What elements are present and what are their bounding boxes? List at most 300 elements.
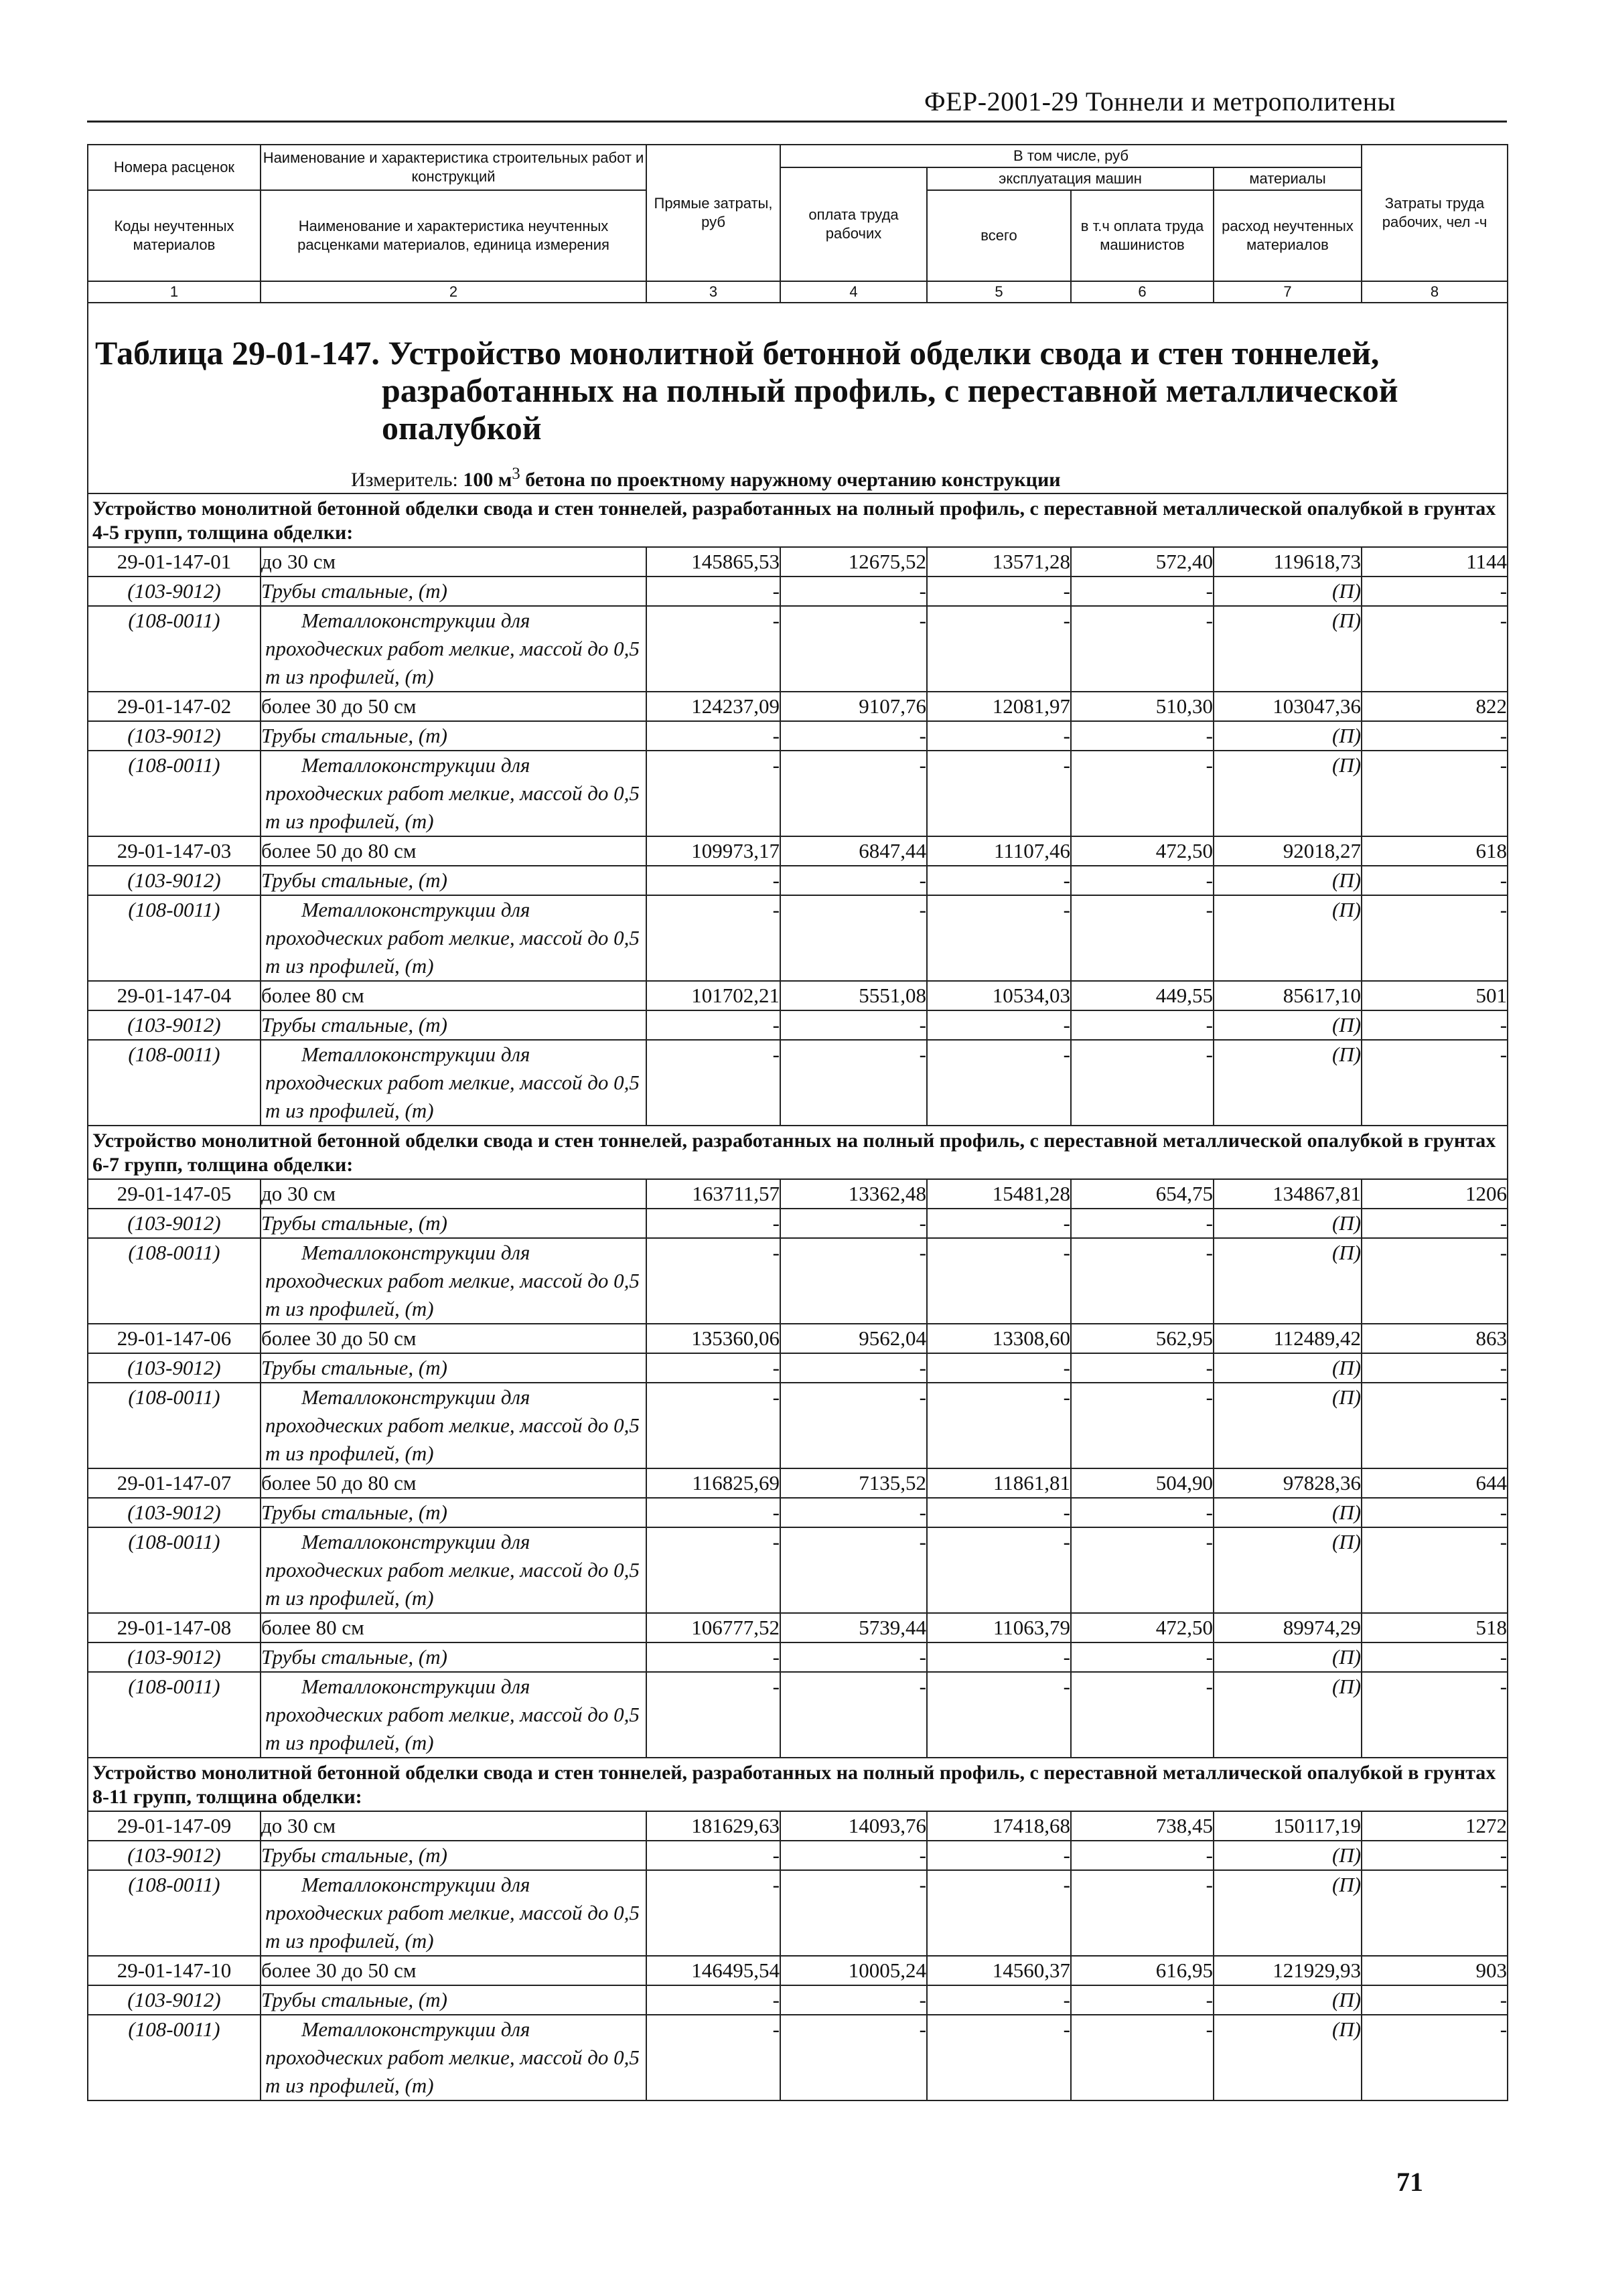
direct-costs: 101702,21 <box>646 981 780 1010</box>
labor-hours: - <box>1362 606 1508 692</box>
materials-mark: (П) <box>1214 1498 1362 1527</box>
machinists-pay: - <box>1071 1672 1214 1758</box>
labor-pay: - <box>780 751 927 836</box>
material-row <box>88 721 1508 751</box>
materials-mark: (П) <box>1214 1841 1362 1870</box>
machines-total: - <box>927 1353 1071 1383</box>
labor-hours: 903 <box>1362 1956 1508 1985</box>
section-header-row <box>88 493 1508 547</box>
col-machines-total-header: всего <box>927 190 1071 281</box>
machinists-pay: - <box>1071 751 1214 836</box>
col-material-codes-header: Коды неучтенных материалов <box>88 190 261 281</box>
materials-mark: (П) <box>1214 606 1362 692</box>
machinists-pay: - <box>1071 1209 1214 1238</box>
materials-cost: 134867,81 <box>1214 1179 1362 1209</box>
machinists-pay: - <box>1071 1353 1214 1383</box>
section-title-text: Устройство монолитной бетонной обделки свода и стен тоннелей, разработанных на полный профиль, с переставной металлической опалубкой в грунтах 8-11 групп, толщина обделки: <box>92 1762 1496 1808</box>
labor-hours: - <box>1362 751 1508 836</box>
labor-pay: 5739,44 <box>780 1613 927 1642</box>
material-row <box>88 606 1508 692</box>
machinists-pay: 572,40 <box>1071 547 1214 577</box>
labor-pay: - <box>780 721 927 751</box>
direct-costs: 109973,17 <box>646 836 780 866</box>
col-number-3: 3 <box>646 281 780 303</box>
work-name: более 50 до 80 см <box>261 836 646 866</box>
material-name: Металлоконструкции для проходческих работ мелкие, массой до 0,5 т из профилей, (т) <box>261 751 646 836</box>
material-row <box>88 1498 1508 1527</box>
material-row <box>88 1985 1508 2015</box>
material-code: (103-9012) <box>88 1642 261 1672</box>
labor-hours: 1144 <box>1362 547 1508 577</box>
machines-total: 14560,37 <box>927 1956 1071 1985</box>
labor-pay: 12675,52 <box>780 547 927 577</box>
material-code: (108-0011) <box>88 895 261 981</box>
col-materials-header: материалы <box>1214 167 1362 190</box>
materials-cost: 112489,42 <box>1214 1324 1362 1353</box>
col-work-name-header: Наименование и характеристика строительных работ и конструкций <box>261 145 646 190</box>
direct-costs: 124237,09 <box>646 692 780 721</box>
labor-hours: 518 <box>1362 1613 1508 1642</box>
machines-total: 13308,60 <box>927 1324 1071 1353</box>
machines-total: - <box>927 1841 1071 1870</box>
machinists-pay: - <box>1071 577 1214 606</box>
material-name: Трубы стальные, (т) <box>261 577 646 606</box>
labor-hours: 618 <box>1362 836 1508 866</box>
section-title <box>88 493 1508 547</box>
labor-pay: - <box>780 1040 927 1126</box>
machinists-pay: - <box>1071 1642 1214 1672</box>
direct-costs: - <box>646 1527 780 1613</box>
materials-mark: (П) <box>1214 866 1362 895</box>
material-code: (108-0011) <box>88 1870 261 1956</box>
machines-total: 11107,46 <box>927 836 1071 866</box>
table-title-line3: опалубкой <box>382 409 542 447</box>
rate-code: 29-01-147-08 <box>88 1613 261 1642</box>
direct-costs: 145865,53 <box>646 547 780 577</box>
materials-mark: (П) <box>1214 1040 1362 1126</box>
work-name: более 30 до 50 см <box>261 692 646 721</box>
work-name: более 80 см <box>261 981 646 1010</box>
labor-hours: - <box>1362 1498 1508 1527</box>
material-row <box>88 1672 1508 1758</box>
machinists-pay: - <box>1071 2015 1214 2100</box>
material-row <box>88 1642 1508 1672</box>
machinists-pay: 738,45 <box>1071 1811 1214 1841</box>
machines-total: - <box>927 1498 1071 1527</box>
direct-costs: - <box>646 1985 780 2015</box>
labor-hours: - <box>1362 577 1508 606</box>
material-row <box>88 1209 1508 1238</box>
material-code: (108-0011) <box>88 1527 261 1613</box>
machines-total: - <box>927 606 1071 692</box>
direct-costs: 106777,52 <box>646 1613 780 1642</box>
material-name: Металлоконструкции для проходческих работ мелкие, массой до 0,5 т из профилей, (т) <box>261 1383 646 1468</box>
machines-total: - <box>927 1527 1071 1613</box>
machinists-pay: - <box>1071 1040 1214 1126</box>
material-row <box>88 1353 1508 1383</box>
material-name: Трубы стальные, (т) <box>261 1010 646 1040</box>
labor-pay: 13362,48 <box>780 1179 927 1209</box>
labor-pay: - <box>780 606 927 692</box>
machinists-pay: 616,95 <box>1071 1956 1214 1985</box>
materials-mark: (П) <box>1214 1870 1362 1956</box>
col-machinists-pay-header: в т.ч оплата труда машинистов <box>1071 190 1214 281</box>
labor-pay: - <box>780 895 927 981</box>
col-number-5: 5 <box>927 281 1071 303</box>
direct-costs: - <box>646 2015 780 2100</box>
material-code: (103-9012) <box>88 577 261 606</box>
labor-pay: 7135,52 <box>780 1468 927 1498</box>
direct-costs: - <box>646 1353 780 1383</box>
col-rate-numbers-header: Номера расценок <box>88 145 261 190</box>
machines-total: - <box>927 1870 1071 1956</box>
labor-hours: - <box>1362 2015 1508 2100</box>
machinists-pay: - <box>1071 606 1214 692</box>
direct-costs: - <box>646 1672 780 1758</box>
material-row <box>88 895 1508 981</box>
labor-pay: - <box>780 1498 927 1527</box>
labor-pay: - <box>780 1642 927 1672</box>
machines-total: - <box>927 721 1071 751</box>
machines-total: - <box>927 2015 1071 2100</box>
materials-mark: (П) <box>1214 2015 1362 2100</box>
machinists-pay: - <box>1071 1010 1214 1040</box>
direct-costs: - <box>646 1010 780 1040</box>
machines-total: - <box>927 1209 1071 1238</box>
col-labor-pay-header: оплата труда рабочих <box>780 167 927 281</box>
machines-total: 11861,81 <box>927 1468 1071 1498</box>
material-name: Металлоконструкции для проходческих работ мелкие, массой до 0,5 т из профилей, (т) <box>261 1870 646 1956</box>
direct-costs: - <box>646 1642 780 1672</box>
materials-mark: (П) <box>1214 721 1362 751</box>
rate-code: 29-01-147-07 <box>88 1468 261 1498</box>
rates-table <box>87 144 1508 2101</box>
material-code: (103-9012) <box>88 1841 261 1870</box>
direct-costs: 181629,63 <box>646 1811 780 1841</box>
material-code: (103-9012) <box>88 1209 261 1238</box>
rate-code: 29-01-147-01 <box>88 547 261 577</box>
material-row <box>88 1010 1508 1040</box>
rate-code: 29-01-147-10 <box>88 1956 261 1985</box>
materials-mark: (П) <box>1214 1383 1362 1468</box>
materials-mark: (П) <box>1214 1209 1362 1238</box>
material-code: (103-9012) <box>88 1985 261 2015</box>
labor-hours: - <box>1362 1383 1508 1468</box>
machines-total: 12081,97 <box>927 692 1071 721</box>
labor-hours: 644 <box>1362 1468 1508 1498</box>
header-rule <box>87 121 1507 123</box>
material-row <box>88 866 1508 895</box>
material-row <box>88 751 1508 836</box>
col-material-name-header: Наименование и характеристика неучтенных расценками материалов, единица измерения <box>261 190 646 281</box>
table-row <box>88 1468 1508 1498</box>
machines-total: - <box>927 1238 1071 1324</box>
machines-total: - <box>927 1642 1071 1672</box>
machinists-pay: 510,30 <box>1071 692 1214 721</box>
direct-costs: - <box>646 577 780 606</box>
material-row <box>88 1383 1508 1468</box>
direct-costs: - <box>646 606 780 692</box>
machinists-pay: - <box>1071 721 1214 751</box>
material-code: (103-9012) <box>88 1010 261 1040</box>
machines-total: 15481,28 <box>927 1179 1071 1209</box>
material-code: (103-9012) <box>88 866 261 895</box>
machinists-pay: - <box>1071 1498 1214 1527</box>
table-row <box>88 1811 1508 1841</box>
direct-costs: - <box>646 1209 780 1238</box>
material-code: (108-0011) <box>88 751 261 836</box>
work-name: более 50 до 80 см <box>261 1468 646 1498</box>
material-name: Металлоконструкции для проходческих работ мелкие, массой до 0,5 т из профилей, (т) <box>261 1672 646 1758</box>
section-header-row <box>88 1758 1508 1811</box>
section-title-text: Устройство монолитной бетонной обделки свода и стен тоннелей, разработанных на полный профиль, с переставной металлической опалубкой в грунтах 6-7 групп, толщина обделки: <box>92 1130 1496 1176</box>
labor-pay: 9562,04 <box>780 1324 927 1353</box>
labor-pay: - <box>780 1209 927 1238</box>
document-header-title: ФЕР-2001-29 Тоннели и метрополитены <box>924 86 1396 117</box>
labor-pay: - <box>780 1870 927 1956</box>
material-code: (108-0011) <box>88 1383 261 1468</box>
material-code: (103-9012) <box>88 721 261 751</box>
direct-costs: 146495,54 <box>646 1956 780 1985</box>
col-direct-costs-header: Прямые затраты, руб <box>646 145 780 281</box>
col-number-4: 4 <box>780 281 927 303</box>
material-name: Металлоконструкции для проходческих работ мелкие, массой до 0,5 т из профилей, (т) <box>261 606 646 692</box>
machinists-pay: - <box>1071 1841 1214 1870</box>
labor-pay: - <box>780 2015 927 2100</box>
material-code: (108-0011) <box>88 1238 261 1324</box>
material-code: (108-0011) <box>88 1040 261 1126</box>
materials-mark: (П) <box>1214 1527 1362 1613</box>
direct-costs: - <box>646 1383 780 1468</box>
table-row <box>88 692 1508 721</box>
machinists-pay: - <box>1071 895 1214 981</box>
machinists-pay: 504,90 <box>1071 1468 1214 1498</box>
direct-costs: - <box>646 895 780 981</box>
machines-total: - <box>927 895 1071 981</box>
measure-unit: Измеритель: 100 $м^3$ бетона по проектному наружному очертанию конструкции <box>351 465 1061 491</box>
direct-costs: - <box>646 721 780 751</box>
labor-hours: 863 <box>1362 1324 1508 1353</box>
machinists-pay: - <box>1071 1238 1214 1324</box>
machines-total: - <box>927 1040 1071 1126</box>
material-row <box>88 1870 1508 1956</box>
section-title <box>88 1126 1508 1179</box>
col-number-7: 7 <box>1214 281 1362 303</box>
material-row <box>88 1841 1508 1870</box>
materials-mark: (П) <box>1214 577 1362 606</box>
machines-total: - <box>927 1672 1071 1758</box>
material-row <box>88 1527 1508 1613</box>
col-number-8: 8 <box>1362 281 1508 303</box>
machinists-pay: 472,50 <box>1071 1613 1214 1642</box>
direct-costs: - <box>646 1040 780 1126</box>
col-number-6: 6 <box>1071 281 1214 303</box>
material-name: Трубы стальные, (т) <box>261 1498 646 1527</box>
table-row <box>88 981 1508 1010</box>
work-name: более 80 см <box>261 1613 646 1642</box>
material-code: (103-9012) <box>88 1353 261 1383</box>
table-title-line1: Таблица 29-01-147. Устройство монолитной бетонной обделки свода и стен тоннелей, <box>95 334 1380 372</box>
machines-total: 17418,68 <box>927 1811 1071 1841</box>
materials-mark: (П) <box>1214 751 1362 836</box>
table-title <box>88 303 1508 493</box>
work-name: более 30 до 50 см <box>261 1324 646 1353</box>
materials-mark: (П) <box>1214 1985 1362 2015</box>
rate-code: 29-01-147-09 <box>88 1811 261 1841</box>
materials-mark: (П) <box>1214 1642 1362 1672</box>
labor-hours: - <box>1362 1841 1508 1870</box>
machines-total: - <box>927 751 1071 836</box>
machinists-pay: 654,75 <box>1071 1179 1214 1209</box>
labor-pay: - <box>780 1841 927 1870</box>
labor-hours: - <box>1362 1985 1508 2015</box>
col-number-2: 2 <box>261 281 646 303</box>
direct-costs: - <box>646 751 780 836</box>
material-name: Трубы стальные, (т) <box>261 1841 646 1870</box>
labor-hours: - <box>1362 1672 1508 1758</box>
rate-code: 29-01-147-04 <box>88 981 261 1010</box>
materials-cost: 121929,93 <box>1214 1956 1362 1985</box>
direct-costs: 116825,69 <box>646 1468 780 1498</box>
material-code: (108-0011) <box>88 2015 261 2100</box>
direct-costs: - <box>646 1238 780 1324</box>
material-row <box>88 2015 1508 2100</box>
material-name: Металлоконструкции для проходческих работ мелкие, массой до 0,5 т из профилей, (т) <box>261 2015 646 2100</box>
machinists-pay: - <box>1071 1985 1214 2015</box>
labor-hours: 501 <box>1362 981 1508 1010</box>
materials-cost: 85617,10 <box>1214 981 1362 1010</box>
material-name: Трубы стальные, (т) <box>261 721 646 751</box>
labor-hours: - <box>1362 1642 1508 1672</box>
table-row <box>88 1179 1508 1209</box>
direct-costs: - <box>646 1841 780 1870</box>
direct-costs: - <box>646 1870 780 1956</box>
material-row <box>88 1040 1508 1126</box>
table-row <box>88 1613 1508 1642</box>
col-number-1: 1 <box>88 281 261 303</box>
labor-hours: - <box>1362 1353 1508 1383</box>
direct-costs: - <box>646 866 780 895</box>
materials-mark: (П) <box>1214 1238 1362 1324</box>
labor-pay: 6847,44 <box>780 836 927 866</box>
materials-mark: (П) <box>1214 1672 1362 1758</box>
labor-hours: 1206 <box>1362 1179 1508 1209</box>
col-materials-use-header: расход неучтенных материалов <box>1214 190 1362 281</box>
labor-pay: 5551,08 <box>780 981 927 1010</box>
materials-cost: 97828,36 <box>1214 1468 1362 1498</box>
material-code: (108-0011) <box>88 1672 261 1758</box>
labor-pay: - <box>780 1672 927 1758</box>
machinists-pay: 449,55 <box>1071 981 1214 1010</box>
direct-costs: 163711,57 <box>646 1179 780 1209</box>
page-number: 71 <box>1396 2167 1423 2197</box>
labor-pay: - <box>780 1383 927 1468</box>
machines-total: 10534,03 <box>927 981 1071 1010</box>
material-row <box>88 577 1508 606</box>
labor-hours: - <box>1362 1040 1508 1126</box>
labor-hours: - <box>1362 1238 1508 1324</box>
table-row <box>88 1956 1508 1985</box>
material-code: (108-0011) <box>88 606 261 692</box>
machines-total: - <box>927 866 1071 895</box>
material-name: Трубы стальные, (т) <box>261 1353 646 1383</box>
materials-mark: (П) <box>1214 895 1362 981</box>
col-machines-header: эксплуатация машин <box>927 167 1214 190</box>
material-name: Трубы стальные, (т) <box>261 1985 646 2015</box>
machinists-pay: 562,95 <box>1071 1324 1214 1353</box>
work-name: до 30 см <box>261 1811 646 1841</box>
labor-hours: - <box>1362 895 1508 981</box>
labor-pay: - <box>780 1527 927 1613</box>
labor-pay: - <box>780 577 927 606</box>
labor-hours: - <box>1362 1527 1508 1613</box>
labor-hours: - <box>1362 1010 1508 1040</box>
labor-hours: - <box>1362 721 1508 751</box>
machines-total: 13571,28 <box>927 547 1071 577</box>
table-row <box>88 547 1508 577</box>
machines-total: - <box>927 1010 1071 1040</box>
labor-hours: 1272 <box>1362 1811 1508 1841</box>
section-title-text: Устройство монолитной бетонной обделки свода и стен тоннелей, разработанных на полный профиль, с переставной металлической опалубкой в грунтах 4-5 групп, толщина обделки: <box>92 498 1496 544</box>
materials-cost: 150117,19 <box>1214 1811 1362 1841</box>
materials-mark: (П) <box>1214 1353 1362 1383</box>
material-row <box>88 1238 1508 1324</box>
labor-pay: 14093,76 <box>780 1811 927 1841</box>
rate-code: 29-01-147-05 <box>88 1179 261 1209</box>
labor-pay: - <box>780 1353 927 1383</box>
work-name: более 30 до 50 см <box>261 1956 646 1985</box>
materials-mark: (П) <box>1214 1010 1362 1040</box>
material-name: Трубы стальные, (т) <box>261 866 646 895</box>
section-header-row <box>88 1126 1508 1179</box>
labor-hours: - <box>1362 866 1508 895</box>
machines-total: - <box>927 1383 1071 1468</box>
col-labor-hours-header: Затраты труда рабочих, чел -ч <box>1362 145 1508 281</box>
direct-costs: 135360,06 <box>646 1324 780 1353</box>
labor-hours: - <box>1362 1209 1508 1238</box>
materials-cost: 119618,73 <box>1214 547 1362 577</box>
labor-hours: 822 <box>1362 692 1508 721</box>
materials-cost: 92018,27 <box>1214 836 1362 866</box>
labor-pay: 10005,24 <box>780 1956 927 1985</box>
labor-pay: - <box>780 866 927 895</box>
labor-pay: - <box>780 1010 927 1040</box>
direct-costs: - <box>646 1498 780 1527</box>
table-title-line2: разработанных на полный профиль, с переставной металлической <box>382 372 1398 409</box>
rate-code: 29-01-147-02 <box>88 692 261 721</box>
material-name: Металлоконструкции для проходческих работ мелкие, массой до 0,5 т из профилей, (т) <box>261 1040 646 1126</box>
work-name: до 30 см <box>261 547 646 577</box>
machinists-pay: - <box>1071 1383 1214 1468</box>
rate-code: 29-01-147-06 <box>88 1324 261 1353</box>
labor-hours: - <box>1362 1870 1508 1956</box>
material-name: Металлоконструкции для проходческих работ мелкие, массой до 0,5 т из профилей, (т) <box>261 1238 646 1324</box>
machinists-pay: - <box>1071 1870 1214 1956</box>
material-name: Металлоконструкции для проходческих работ мелкие, массой до 0,5 т из профилей, (т) <box>261 1527 646 1613</box>
machines-total: 11063,79 <box>927 1613 1071 1642</box>
material-code: (103-9012) <box>88 1498 261 1527</box>
col-group-header: В том числе, руб <box>780 145 1362 167</box>
machines-total: - <box>927 1985 1071 2015</box>
labor-pay: - <box>780 1985 927 2015</box>
machines-total: - <box>927 577 1071 606</box>
machinists-pay: - <box>1071 866 1214 895</box>
materials-cost: 103047,36 <box>1214 692 1362 721</box>
table-row <box>88 1324 1508 1353</box>
machinists-pay: - <box>1071 1527 1214 1613</box>
material-name: Металлоконструкции для проходческих работ мелкие, массой до 0,5 т из профилей, (т) <box>261 895 646 981</box>
section-title <box>88 1758 1508 1811</box>
